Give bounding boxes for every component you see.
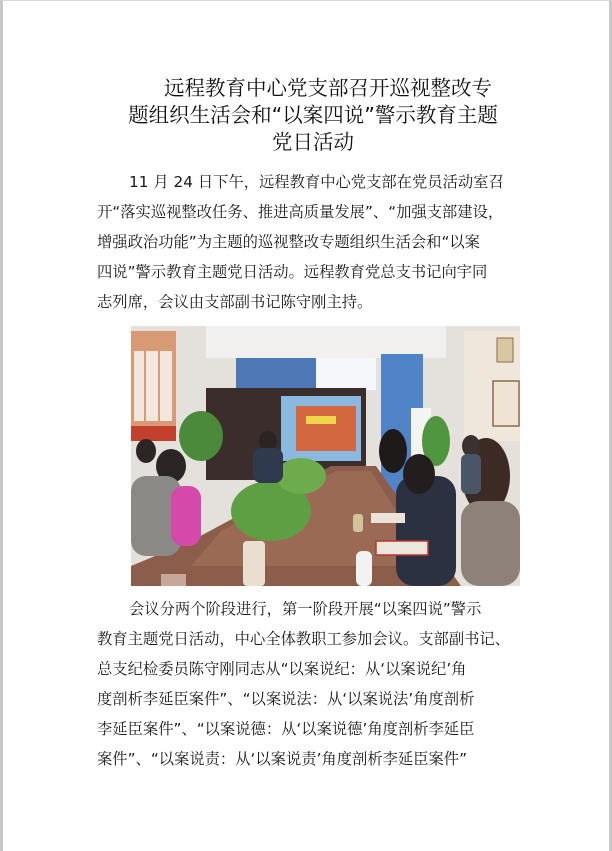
paragraph-line: 11 月 24 日下午，远程教育中心党支部在党员活动室召 — [129, 173, 504, 191]
meeting-photo-illustration — [131, 326, 520, 586]
title-line-1: 远程教育中心党支部召开巡视整改专 — [164, 76, 492, 100]
paragraph-line: 增强政治功能”为主题的巡视整改专题组织生活会和“以案 — [97, 233, 480, 251]
title-line-3: 党日活动 — [272, 130, 354, 154]
paragraph-line: 志列席，会议由支部副书记陈守刚主持。 — [97, 293, 373, 311]
paragraph-intro — [97, 167, 527, 317]
paragraph-line: 教育主题党日活动，中心全体教职工参加会议。支部副书记、 — [97, 630, 511, 648]
paragraph-line: 开“落实巡视整改任务、推进高质量发展”、“加强支部建设， — [97, 203, 504, 221]
document-title — [98, 75, 528, 156]
paragraph-line: 李延臣案件”、“以案说德：从‘以案说德’角度剖析李延臣 — [97, 720, 475, 738]
paragraph-line: 总支纪检委员陈守刚同志从“以案说纪：从‘以案说纪’角 — [97, 660, 467, 678]
paragraph-line: 会议分两个阶段进行，第一阶段开展“以案四说”警示 — [129, 600, 482, 618]
meeting-photo — [131, 326, 520, 586]
paragraph-line: 度剖析李延臣案件”、“以案说法：从‘以案说法’角度剖析 — [97, 690, 475, 708]
paragraph-meeting-stages — [97, 594, 527, 774]
title-line-2: 题组织生活会和“以案四说”警示教育主题 — [128, 103, 498, 127]
paragraph-line: 案件”、“以案说责：从‘以案说责’角度剖析李延臣案件” — [97, 750, 468, 768]
paragraph-line: 四说”警示教育主题党日活动。远程教育党总支书记向宇同 — [97, 263, 488, 281]
